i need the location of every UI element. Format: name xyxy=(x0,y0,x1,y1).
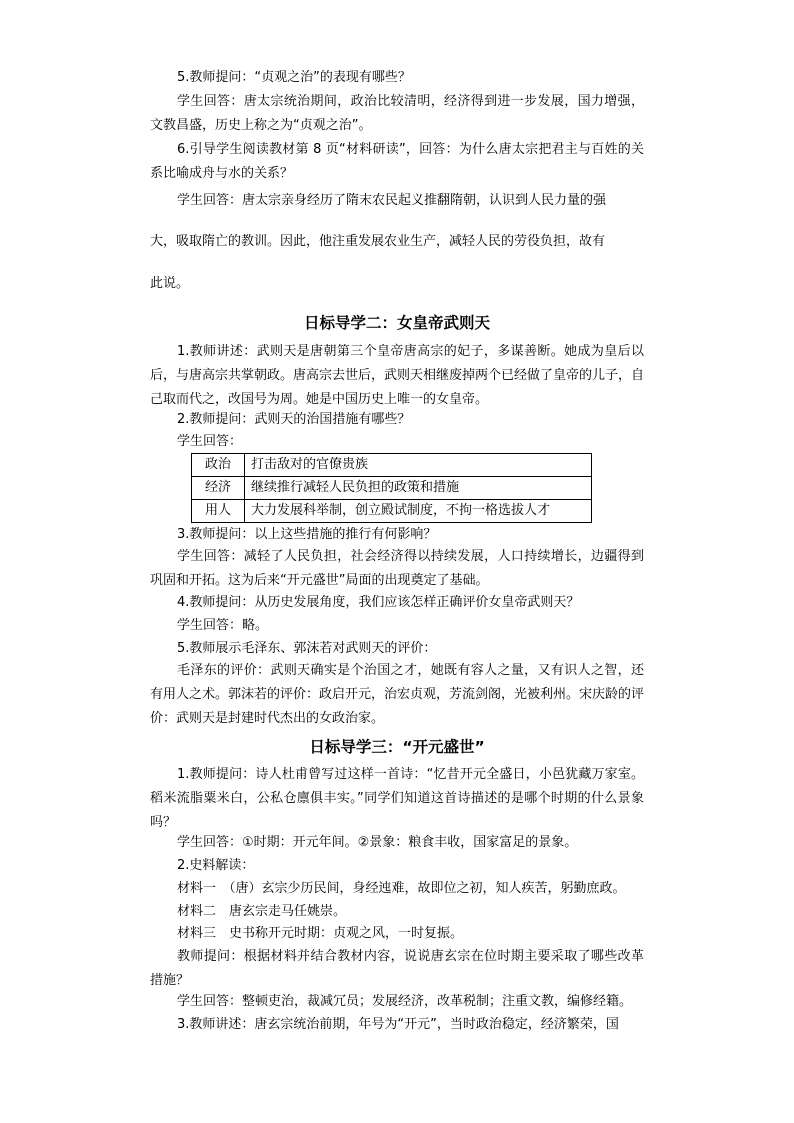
table-cell-value: 大力发展科举制，创立殿试制度，不拘一格选拔人才 xyxy=(245,500,592,523)
paragraph: 学生回答： xyxy=(177,434,243,449)
paragraph: 3.教师讲述：唐玄宗统治前期，年号为“开元”，当时政治稳定，经济繁荣，国 xyxy=(177,1017,619,1032)
section-heading: 日标导学三：“开元盛世” xyxy=(309,738,485,756)
table-row xyxy=(192,454,592,477)
paragraph: 材料三 史书称开元时期：贞观之风，一时复振。 xyxy=(177,926,464,941)
paragraph: 教师提问：根据材料并结合教材内容，说说唐玄宗在位时期主要采取了哪些改革措施？ xyxy=(150,949,644,988)
paragraph: 1.教师提问：诗人杜甫曾写过这样一首诗：“忆昔开元全盛日，小邑犹藏万家室。稻米流脂粟米白，公私仓廪俱丰实。”同学们知道这首诗描述的是哪个时期的什么景象吗？ xyxy=(150,767,644,830)
paragraph: 材料一 （唐）玄宗少历民间，身经迍难，故即位之初，知人疾苦，躬勤庶政。 xyxy=(177,881,626,896)
table-cell-value: 打击敌对的官僚贵族 xyxy=(245,454,592,477)
paragraph: 大，吸取隋亡的教训。因此，他注重发展农业生产，减轻人民的劳役负担，故有 xyxy=(150,234,606,249)
table-row xyxy=(192,477,592,500)
paragraph: 材料二 唐玄宗走马任姚崇。 xyxy=(177,904,347,919)
table-cell-key: 政治 xyxy=(192,454,245,477)
paragraph: 学生回答：略。 xyxy=(177,618,269,633)
measures-table xyxy=(191,453,592,523)
paragraph: 毛泽东的评价：武则天确实是个治国之才，她既有容人之量，又有识人之智，还有用人之术。郭沫若的评价：政启开元，治宏贞观，芳流剑阁，光被利州。宋庆龄的评价：武则天是封建时代杰出的女政治家。 xyxy=(150,663,645,726)
paragraph: 5.教师展示毛泽东、郭沫若对武则天的评价： xyxy=(177,641,437,656)
paragraph: 学生回答：①时期：开元年间。②景象：粮食丰收，国家富足的景象。 xyxy=(177,835,578,850)
table-cell-value: 继续推行减轻人民负担的政策和措施 xyxy=(245,477,592,500)
paragraph: 学生回答：减轻了人民负担，社会经济得以持续发展，人口持续增长，边疆得到巩固和开拓。这为后来“开元盛世”局面的出现奠定了基础。 xyxy=(150,549,644,588)
table-cell-key: 用人 xyxy=(192,500,245,523)
table-cell-key: 经济 xyxy=(192,477,245,500)
paragraph: 3.教师提问：以上这些措施的推行有何影响？ xyxy=(177,527,437,542)
section-heading: 日标导学二：女皇帝武则天 xyxy=(303,314,490,332)
paragraph: 2.史料解读： xyxy=(177,858,255,873)
paragraph: 1.教师讲述：武则天是唐朝第三个皇帝唐高宗的妃子，多谋善断。她成为皇后以后，与唐高宗共掌朝政。唐高宗去世后，武则天相继废掉两个已经做了皇帝的儿子，自己取而代之，改国号为周。她是中国历史上唯一的女皇帝。 xyxy=(150,344,645,407)
paragraph: 学生回答：唐太宗亲身经历了隋末农民起义推翻隋朝，认识到人民力量的强 xyxy=(177,193,607,208)
paragraph: 6.引导学生阅读教材第 8 页“材料研读”，回答：为什么唐太宗把君主与百姓的关系比喻成舟与水的关系？ xyxy=(150,142,644,181)
paragraph: 学生回答：唐太宗统治期间，政治比较清明，经济得到进一步发展，国力增强，文教昌盛，历史上称之为“贞观之治”。 xyxy=(150,94,644,133)
table-row xyxy=(192,500,592,523)
paragraph: 4.教师提问：从历史发展角度，我们应该怎样正确评价女皇帝武则天？ xyxy=(177,595,580,610)
paragraph: 5.教师提问：“贞观之治”的表现有哪些？ xyxy=(177,70,411,85)
paragraph: 此说。 xyxy=(150,276,190,291)
paragraph: 学生回答：整顿吏治，裁减冗员；发展经济，改革税制；注重文教，编修经籍。 xyxy=(177,994,633,1009)
paragraph: 2.教师提问：武则天的治国措施有哪些？ xyxy=(177,412,411,427)
